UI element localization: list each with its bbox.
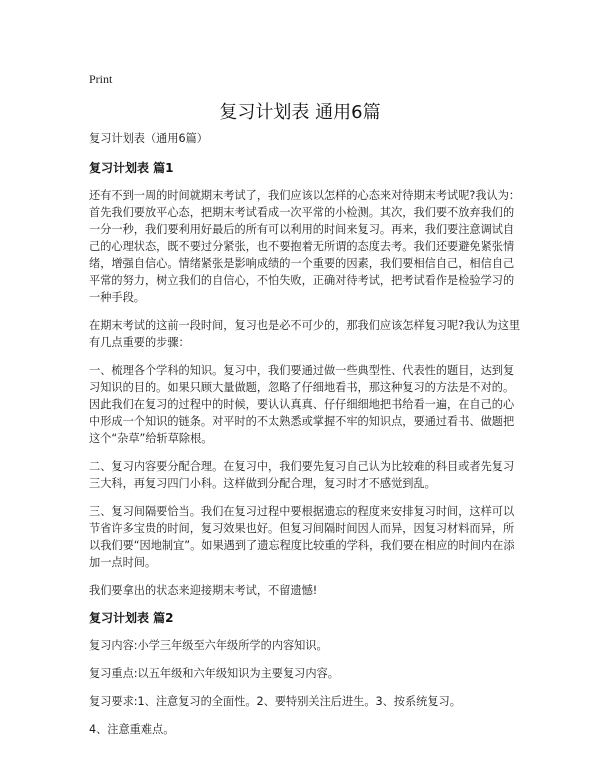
section1-paragraph-3: 一、梳理各个学科的知识。复习中，我们要通过做一些典型性、代表性的题目，达到复习知识的目的。如果只顾大量做题，忽略了仔细地看书，那这种复习的方法是不对的。因此我们在复习的过程中的时候，要认认真真、仔仔细细地把书给看一遍，在自己的心中形成一个知识的链条。对平时的不太熟悉或掌握不牢的知识点，要通过看书、做题把这个“杂草”给斩草除根。 xyxy=(89,364,515,445)
section1-paragraph-6: 我们要拿出的状态来迎接期末考试，不留遗憾! xyxy=(89,584,318,597)
document-subtitle: 复习计划表（通用6篇） xyxy=(89,132,208,145)
section2-paragraph-4: 4、注意重难点。 xyxy=(89,723,175,736)
section2-paragraph-3: 复习要求:1、注意复习的全面性。2、要特别关注后进生。3、按系统复习。 xyxy=(89,695,461,708)
section1-paragraph-4: 二、复习内容要分配合理。在复习中，我们要先复习自己认为比较难的科目或者先复习三大科，再复习四门小科。这样做到分配合理，复习时才不感觉到乱。 xyxy=(89,460,515,490)
section-heading-2: 复习计划表 篇2 xyxy=(89,611,174,625)
section1-paragraph-5: 三、复习间隔要恰当。我们在复习过程中要根据遗忘的程度来安排复习时间，这样可以节省许多宝贵的时间，复习效果也好。但复习间隔时间因人而异，因复习材料而异，所以我们要“因地制宜”。如果遇到了遗忘程度比较重的学科，我们要在相应的时间内在添加一点时间。 xyxy=(89,505,515,569)
document-body xyxy=(89,130,521,749)
section1-paragraph-1: 还有不到一周的时间就期末考试了，我们应该以怎样的心态来对待期末考试呢?我认为：首先我们要放平心态，把期末考试看成一次平常的小检测。其次，我们要不放弃我们的一分一秒，我们要利用好最后的所有可以利用的时间来复习。再来，我们要注意调试自己的心理状态，既不要过分紧张，也不要抱着无所谓的态度去考。我们还要避免紧张情绪，增强自信心。情绪紧张是影响成绩的一个重要的因素，我们要相信自己，相信自己平常的努力，树立我们的自信心，不怕失败，正确对待考试，把考试看作是检验学习的一种手段。 xyxy=(89,189,521,304)
page-title: 复习计划表 通用6篇 xyxy=(219,102,381,123)
section2-paragraph-1: 复习内容:小学三年级至六年级所学的内容知识。 xyxy=(89,639,328,652)
section1-paragraph-2: 在期末考试的这前一段时间，复习也是必不可少的，那我们应该怎样复习呢?我认为这里有几点重要的步骤： xyxy=(89,319,521,349)
section2-paragraph-2: 复习重点:以五年级和六年级知识为主要复习内容。 xyxy=(89,667,339,680)
print-link[interactable]: Print xyxy=(89,72,113,86)
section-heading-1: 复习计划表 篇1 xyxy=(89,161,174,175)
